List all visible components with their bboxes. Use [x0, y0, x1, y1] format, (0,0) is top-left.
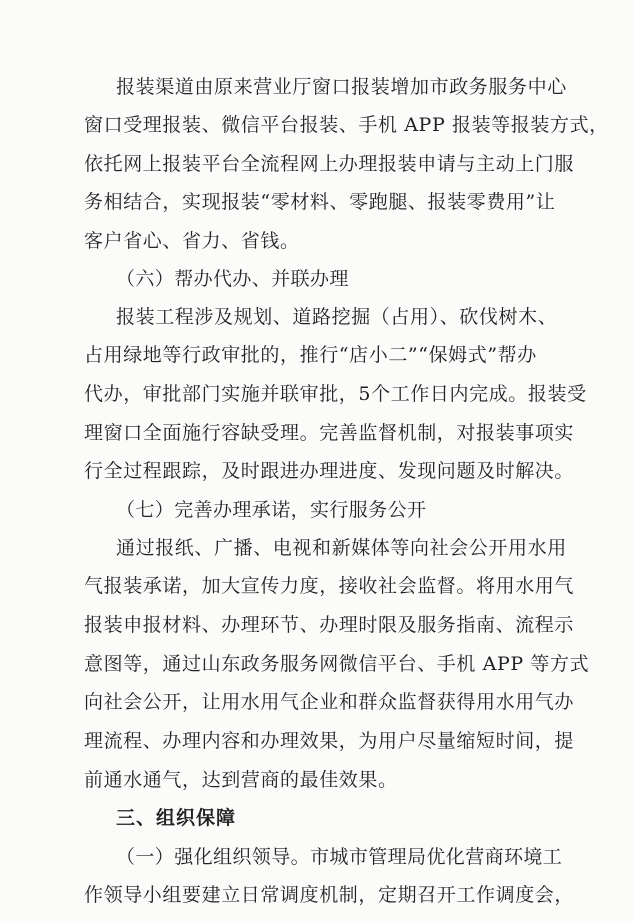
paragraph-line: 理流程、办理内容和办理效果，为用户尽量缩短时间，提	[84, 730, 575, 752]
subsection-heading: （六）帮办代办、并联办理	[116, 268, 349, 290]
paragraph-line: 务相结合，实现报装“零材料、零跑腿、报装零费用”让	[84, 191, 556, 213]
subsection-heading: （七）完善办理承诺，实行服务公开	[116, 499, 427, 521]
paragraph-line: 向社会公开，让用水用气企业和群众监督获得用水用气办	[84, 691, 575, 713]
paragraph-line: 客户省心、省力、省钱。	[84, 230, 300, 252]
paragraph-line: 理窗口全面施行容缺受理。完善监督机制，对报装事项实	[84, 422, 575, 444]
subsection-heading: （一）强化组织领导。市城市管理局优化营商环境工	[116, 846, 563, 868]
paragraph-line: 行全过程跟踪，及时跟进办理进度、发现问题及时解决。	[84, 460, 575, 482]
section-heading: 三、组织保障	[116, 807, 237, 829]
paragraph-line: 通过报纸、广播、电视和新媒体等向社会公开用水用	[116, 537, 567, 559]
paragraph-line: 报装渠道由原来营业厅窗口报装增加市政务服务中心	[116, 76, 567, 98]
paragraph-line: 报装工程涉及规划、道路挖掘（占用）、砍伐树木、	[116, 306, 558, 328]
paragraph-line: 意图等，通过山东政务服务网微信平台、手机 APP 等方式	[84, 653, 590, 675]
paragraph-line: 前通水通气，达到营商的最佳效果。	[84, 769, 398, 791]
paragraph-line: 作领导小组要建立日常调度机制，定期召开工作调度会，	[84, 884, 575, 906]
paragraph-line: 气报装承诺，加大宣传力度，接收社会监督。将用水用气	[84, 575, 575, 597]
paragraph-line: 代办，审批部门实施并联审批，5个工作日内完成。报装受	[84, 383, 587, 405]
paragraph-line: 窗口受理报装、微信平台报装、手机 APP 报装等报装方式，	[84, 114, 609, 136]
paragraph-line: 占用绿地等行政审批的，推行“店小二”“保姆式”帮办	[84, 344, 537, 366]
paragraph-line: 报装申报材料、办理环节、办理时限及服务指南、流程示	[84, 614, 575, 636]
paragraph-line: 依托网上报装平台全流程网上办理报装申请与主动上门服	[84, 153, 575, 175]
